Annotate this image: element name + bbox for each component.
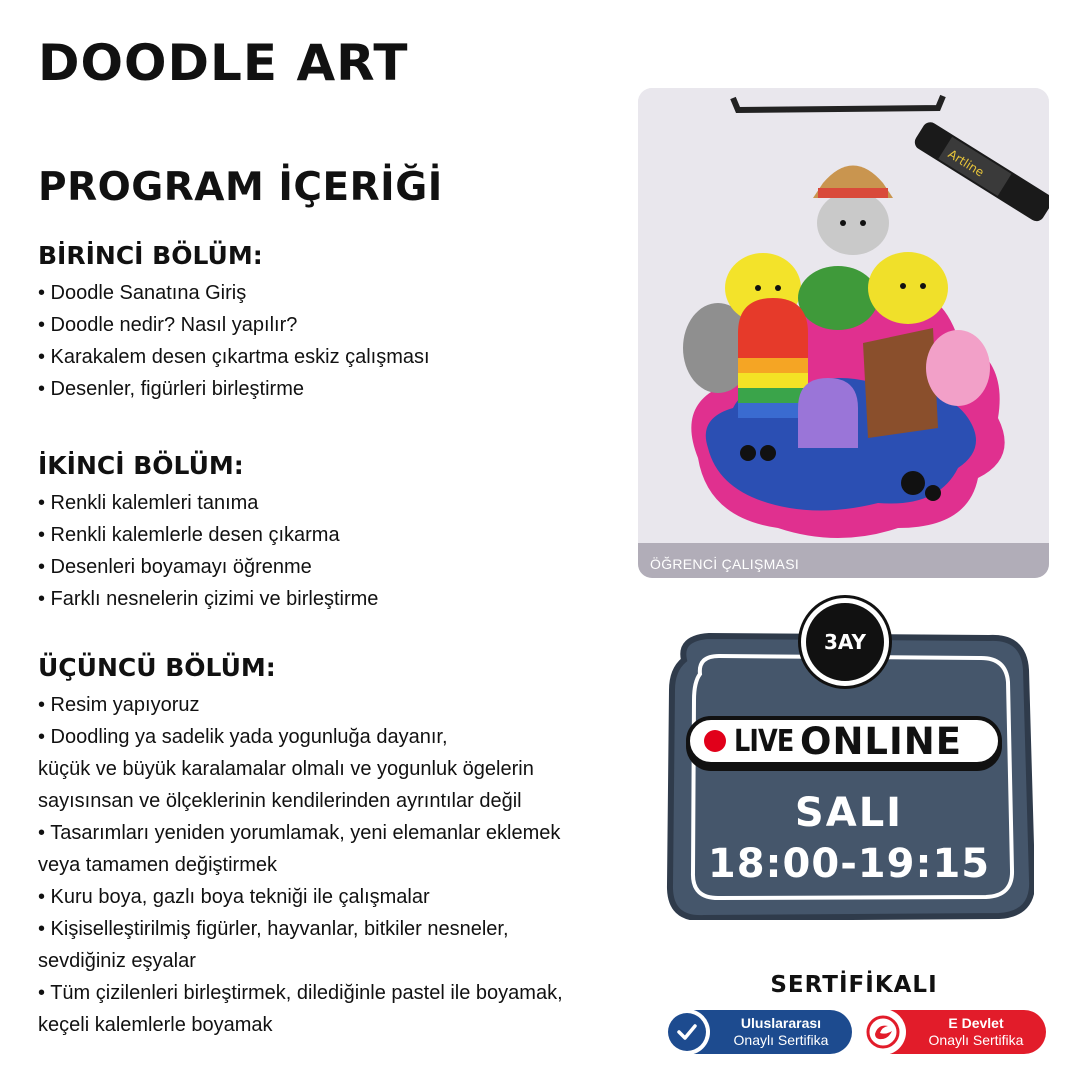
svg-text:Artline: Artline <box>945 146 987 180</box>
live-text: LIVE <box>734 723 794 759</box>
list-item: • Desenler, figürleri birleştirme <box>38 378 304 400</box>
list-item: sevdiğiniz eşyalar <box>38 950 196 972</box>
live-online-label <box>686 716 1002 766</box>
list-item: • Kişiselleştirilmiş figürler, hayvanlar, bitkiler nesneler, <box>38 918 509 940</box>
section-list <box>38 487 648 615</box>
live-dot-icon <box>704 730 726 752</box>
list-item: • Kuru boya, gazlı boya tekniği ile çalışmalar <box>38 886 430 908</box>
certificate-line1: E Devlet <box>948 1015 1004 1031</box>
certificate-line2: Onaylı Sertifika <box>928 1032 1024 1048</box>
certificate-heading: SERTİFİKALI <box>770 972 938 998</box>
list-item: • Doodling ya sadelik yada yogunluğa dayanır, <box>38 726 448 748</box>
photo-caption: ÖĞRENCİ ÇALIŞMASI <box>650 556 800 572</box>
class-day: SALI <box>794 790 904 836</box>
section-list <box>38 277 648 405</box>
student-artwork-photo <box>638 88 1049 578</box>
page-title: DOODLE ART <box>38 34 409 92</box>
list-item: • Desenleri boyamayı öğrenme <box>38 556 312 578</box>
list-item: • Doodle nedir? Nasıl yapılır? <box>38 314 298 336</box>
edevlet-logo-icon <box>860 1009 906 1055</box>
list-item: • Farklı nesnelerin çizimi ve birleştirme <box>38 588 379 610</box>
section-heading: ÜÇÜNCÜ BÖLÜM: <box>38 653 276 682</box>
doodle-artwork-illustration <box>638 88 1049 578</box>
list-item: küçük ve büyük karalamalar olmalı ve yogunluk ögelerin <box>38 758 534 780</box>
list-item: • Resim yapıyoruz <box>38 694 200 716</box>
section-third <box>38 653 648 1041</box>
class-time: 18:00-19:15 <box>707 841 991 887</box>
section-first <box>38 241 648 405</box>
list-item: • Renkli kalemlerle desen çıkarma <box>38 524 340 546</box>
certificate-line2: Onaylı Sertifika <box>733 1032 829 1048</box>
program-content-heading: PROGRAM İÇERİĞİ <box>38 165 443 210</box>
list-item: sayısınsan ve ölçeklerinin kendilerinden ayrıntılar değil <box>38 790 522 812</box>
list-item: • Karakalem desen çıkartma eskiz çalışması <box>38 346 430 368</box>
list-item: • Tasarımları yeniden yorumlamak, yeni elemanlar eklemek <box>38 822 561 844</box>
edevlet-certificate-badge <box>862 1010 1046 1054</box>
online-text: ONLINE <box>800 719 963 763</box>
list-item: keçeli kalemlerle boyamak <box>38 1014 273 1036</box>
section-heading: İKİNCİ BÖLÜM: <box>38 451 244 480</box>
section-second <box>38 451 648 615</box>
list-item: • Renkli kalemleri tanıma <box>38 492 259 514</box>
duration-badge: 3AY <box>801 598 889 686</box>
list-item: • Tüm çizilenleri birleştirmek, dilediğinle pastel ile boyamak, <box>38 982 563 1004</box>
certificate-line1: Uluslararası <box>740 1015 822 1031</box>
section-heading: BİRİNCİ BÖLÜM: <box>38 241 263 270</box>
international-certificate-badge <box>666 1010 852 1054</box>
list-item: • Doodle Sanatına Giriş <box>38 282 247 304</box>
check-icon <box>664 1009 710 1055</box>
section-list <box>38 689 648 1041</box>
list-item: veya tamamen değiştirmek <box>38 854 277 876</box>
